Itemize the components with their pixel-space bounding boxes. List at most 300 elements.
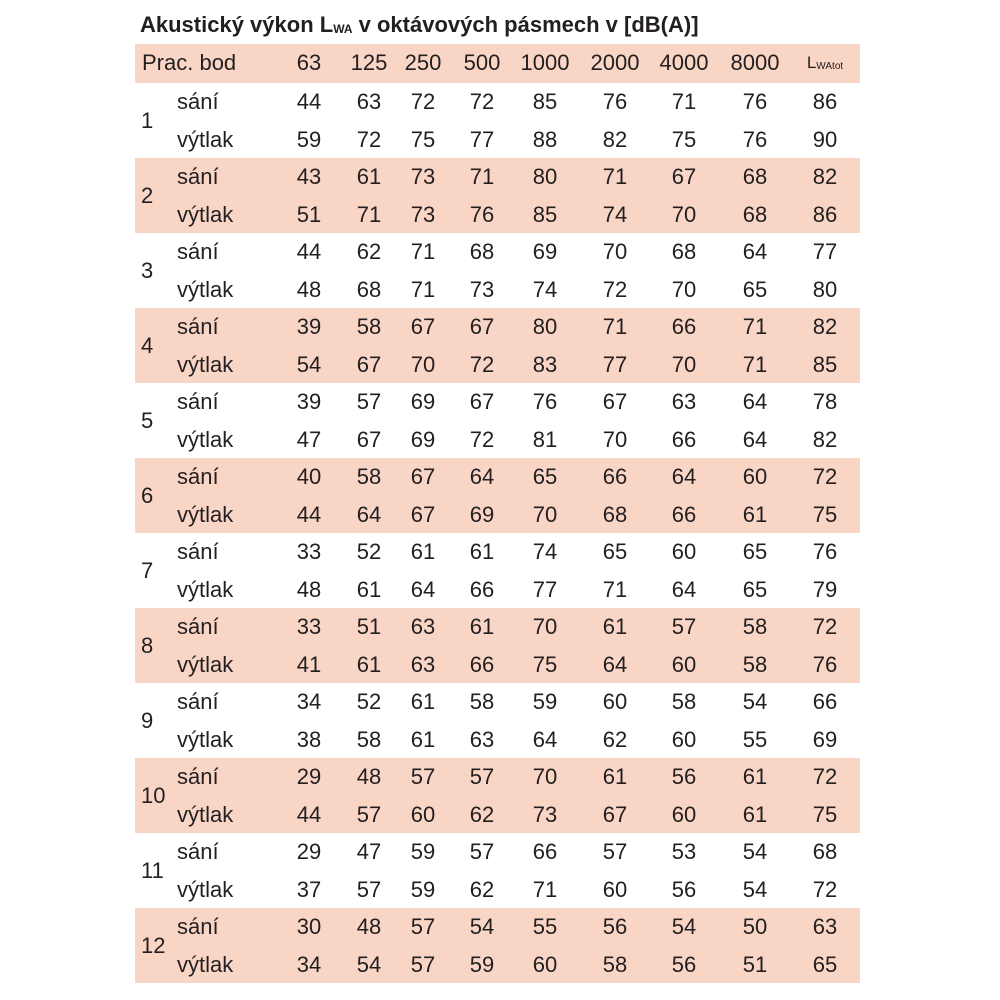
value-250: 70 [410, 351, 436, 377]
value-2000: 70 [602, 239, 628, 264]
value-500: 71 [469, 164, 495, 189]
value-8000: 68 [742, 164, 768, 189]
value-4000: 68 [671, 239, 697, 264]
value-500: 69 [469, 501, 495, 527]
value-250: 71 [410, 239, 436, 264]
value-2000: 60 [602, 689, 628, 714]
value-1000: 66 [532, 839, 558, 864]
value-8000: 64 [742, 426, 768, 452]
value-1000: 74 [532, 539, 558, 564]
value-63: 40 [296, 464, 322, 489]
value-1000: 55 [532, 914, 558, 939]
point-group-1 [135, 83, 860, 158]
value-125: 48 [356, 764, 382, 789]
value-125: 71 [356, 201, 382, 227]
value-250: 69 [410, 426, 436, 452]
value-125: 61 [356, 164, 382, 189]
value-1000: 65 [532, 464, 558, 489]
value-2000: 68 [602, 501, 628, 527]
header-band-500: 500 [463, 50, 501, 75]
value-4000: 54 [671, 914, 697, 939]
vytlak-label: výtlak [177, 951, 234, 977]
value-4000: 60 [671, 726, 697, 752]
value-1000: 85 [532, 201, 558, 227]
value-63: 44 [296, 89, 322, 114]
table-row-sani [135, 458, 860, 496]
point-number: 10 [141, 783, 166, 808]
value-total: 80 [812, 276, 838, 302]
value-250: 61 [410, 539, 436, 564]
value-500: 62 [469, 876, 495, 902]
vytlak-label: výtlak [177, 201, 234, 227]
value-250: 69 [410, 389, 436, 414]
table-row-sani [135, 683, 860, 721]
point-group-5 [135, 383, 860, 458]
vytlak-label: výtlak [177, 726, 234, 752]
header-band-2000: 2000 [590, 50, 640, 75]
value-250: 73 [410, 201, 436, 227]
value-125: 62 [356, 239, 382, 264]
value-total: 78 [812, 389, 838, 414]
value-total: 68 [812, 839, 838, 864]
value-2000: 57 [602, 839, 628, 864]
point-group-2 [135, 158, 860, 233]
value-500: 62 [469, 801, 495, 827]
value-4000: 70 [671, 201, 697, 227]
value-500: 61 [469, 539, 495, 564]
value-500: 54 [469, 914, 495, 939]
value-125: 51 [356, 614, 382, 639]
value-63: 33 [296, 539, 322, 564]
value-8000: 58 [742, 651, 768, 677]
value-2000: 61 [602, 764, 628, 789]
vytlak-label: výtlak [177, 801, 234, 827]
point-number: 12 [141, 933, 166, 958]
table-row-vytlak [135, 346, 860, 384]
value-1000: 75 [532, 651, 558, 677]
point-number: 1 [141, 108, 154, 133]
value-8000: 60 [742, 464, 768, 489]
value-2000: 72 [602, 276, 628, 302]
value-2000: 82 [602, 126, 628, 152]
value-1000: 69 [532, 239, 558, 264]
value-8000: 58 [742, 614, 768, 639]
value-4000: 60 [671, 539, 697, 564]
value-total: 90 [812, 126, 838, 152]
value-125: 58 [356, 726, 382, 752]
table-row-vytlak [135, 196, 860, 234]
value-2000: 61 [602, 614, 628, 639]
value-63: 41 [296, 651, 322, 677]
point-group-11 [135, 833, 860, 908]
value-1000: 85 [532, 89, 558, 114]
sani-label: sání [177, 764, 219, 789]
value-63: 37 [296, 876, 322, 902]
value-125: 58 [356, 464, 382, 489]
value-500: 57 [469, 764, 495, 789]
value-250: 75 [410, 126, 436, 152]
point-group-8 [135, 608, 860, 683]
value-4000: 75 [671, 126, 697, 152]
table-row-vytlak [135, 121, 860, 159]
value-1000: 70 [532, 614, 558, 639]
vytlak-label: výtlak [177, 651, 234, 677]
value-250: 67 [410, 314, 436, 339]
value-125: 52 [356, 689, 382, 714]
value-8000: 50 [742, 914, 768, 939]
table-row-vytlak [135, 946, 860, 984]
value-8000: 54 [742, 689, 768, 714]
sani-label: sání [177, 164, 219, 189]
value-4000: 60 [671, 801, 697, 827]
value-125: 67 [356, 426, 382, 452]
point-group-7 [135, 533, 860, 608]
value-8000: 64 [742, 389, 768, 414]
value-2000: 56 [602, 914, 628, 939]
value-total: 75 [812, 801, 838, 827]
value-8000: 76 [742, 126, 768, 152]
value-4000: 53 [671, 839, 697, 864]
value-125: 58 [356, 314, 382, 339]
table-row-sani [135, 833, 860, 871]
value-63: 29 [296, 839, 322, 864]
value-63: 59 [296, 126, 322, 152]
value-63: 43 [296, 164, 322, 189]
value-2000: 62 [602, 726, 628, 752]
value-250: 60 [410, 801, 436, 827]
sani-label: sání [177, 314, 219, 339]
value-63: 44 [296, 501, 322, 527]
value-125: 72 [356, 126, 382, 152]
value-63: 38 [296, 726, 322, 752]
vytlak-label: výtlak [177, 576, 234, 602]
value-8000: 65 [742, 276, 768, 302]
table-row-sani [135, 758, 860, 796]
value-63: 39 [296, 314, 322, 339]
value-1000: 59 [532, 689, 558, 714]
sani-label: sání [177, 239, 219, 264]
table-row-vytlak [135, 871, 860, 909]
value-4000: 66 [671, 501, 697, 527]
value-8000: 55 [742, 726, 768, 752]
value-125: 67 [356, 351, 382, 377]
value-total: 82 [812, 426, 838, 452]
value-2000: 58 [602, 951, 628, 977]
header-band-125: 125 [350, 50, 388, 75]
value-250: 57 [410, 914, 436, 939]
value-250: 59 [410, 839, 436, 864]
value-125: 57 [356, 389, 382, 414]
vytlak-label: výtlak [177, 126, 234, 152]
value-500: 67 [469, 314, 495, 339]
value-63: 47 [296, 426, 322, 452]
value-2000: 71 [602, 164, 628, 189]
point-group-12 [135, 908, 860, 983]
vytlak-label: výtlak [177, 501, 234, 527]
value-500: 77 [469, 126, 495, 152]
value-total: 82 [812, 164, 838, 189]
value-500: 72 [469, 426, 495, 452]
value-250: 63 [410, 651, 436, 677]
vytlak-label: výtlak [177, 351, 234, 377]
value-total: 65 [812, 951, 838, 977]
sani-label: sání [177, 614, 219, 639]
point-number: 4 [141, 333, 154, 358]
value-500: 59 [469, 951, 495, 977]
value-8000: 54 [742, 839, 768, 864]
value-total: 77 [812, 239, 838, 264]
value-8000: 64 [742, 239, 768, 264]
sani-label: sání [177, 89, 219, 114]
value-63: 34 [296, 951, 322, 977]
value-total: 79 [812, 576, 838, 602]
table-row-vytlak [135, 496, 860, 534]
value-500: 73 [469, 276, 495, 302]
table-row-vytlak [135, 796, 860, 834]
value-250: 59 [410, 876, 436, 902]
value-250: 63 [410, 614, 436, 639]
point-number: 2 [141, 183, 154, 208]
title-suffix: v oktávových pásmech v [dB(A)] [352, 12, 699, 37]
value-4000: 56 [671, 951, 697, 977]
value-500: 68 [469, 239, 495, 264]
value-2000: 64 [602, 651, 628, 677]
point-group-3 [135, 233, 860, 308]
value-2000: 71 [602, 576, 628, 602]
table-header-row [135, 44, 860, 83]
point-number: 5 [141, 408, 154, 433]
value-4000: 66 [671, 426, 697, 452]
value-2000: 67 [602, 801, 628, 827]
value-2000: 60 [602, 876, 628, 902]
header-band-1000: 1000 [520, 50, 570, 75]
value-4000: 63 [671, 389, 697, 414]
value-2000: 66 [602, 464, 628, 489]
value-1000: 76 [532, 389, 558, 414]
sani-label: sání [177, 839, 219, 864]
value-total: 72 [812, 614, 838, 639]
value-8000: 54 [742, 876, 768, 902]
value-250: 61 [410, 689, 436, 714]
value-500: 63 [469, 726, 495, 752]
value-4000: 56 [671, 876, 697, 902]
value-4000: 67 [671, 164, 697, 189]
value-4000: 71 [671, 89, 697, 114]
value-2000: 77 [602, 351, 628, 377]
value-1000: 71 [532, 876, 558, 902]
header-point-label: Prac. bod [142, 50, 237, 75]
header-total-main: L [806, 53, 817, 72]
value-250: 61 [410, 726, 436, 752]
title-subscript: WA [333, 22, 353, 36]
value-1000: 60 [532, 951, 558, 977]
vytlak-label: výtlak [177, 876, 234, 902]
value-2000: 65 [602, 539, 628, 564]
sound-power-table [135, 44, 860, 983]
value-63: 44 [296, 239, 322, 264]
value-8000: 61 [742, 764, 768, 789]
value-4000: 70 [671, 351, 697, 377]
value-1000: 80 [532, 164, 558, 189]
table-row-vytlak [135, 571, 860, 609]
value-125: 64 [356, 501, 382, 527]
value-8000: 71 [742, 351, 768, 377]
value-8000: 65 [742, 539, 768, 564]
value-total: 63 [812, 914, 838, 939]
value-63: 51 [296, 201, 322, 227]
point-group-4 [135, 308, 860, 383]
value-125: 63 [356, 89, 382, 114]
value-8000: 71 [742, 314, 768, 339]
header-band-250: 250 [404, 50, 442, 75]
value-63: 29 [296, 764, 322, 789]
value-4000: 66 [671, 314, 697, 339]
point-group-9 [135, 683, 860, 758]
table-row-sani [135, 308, 860, 346]
value-1000: 74 [532, 276, 558, 302]
value-500: 61 [469, 614, 495, 639]
value-8000: 61 [742, 801, 768, 827]
value-500: 72 [469, 351, 495, 377]
table-row-sani [135, 233, 860, 271]
sani-label: sání [177, 389, 219, 414]
point-number: 3 [141, 258, 154, 283]
title-prefix: Akustický výkon L [140, 12, 334, 37]
value-63: 34 [296, 689, 322, 714]
value-total: 66 [812, 689, 838, 714]
vytlak-label: výtlak [177, 426, 234, 452]
value-2000: 74 [602, 201, 628, 227]
value-63: 39 [296, 389, 322, 414]
point-group-6 [135, 458, 860, 533]
table-row-vytlak [135, 646, 860, 684]
table-row-sani [135, 158, 860, 196]
table-row-sani [135, 908, 860, 946]
value-125: 57 [356, 876, 382, 902]
value-63: 48 [296, 576, 322, 602]
value-500: 76 [469, 201, 495, 227]
value-total: 76 [812, 539, 838, 564]
table-row-sani [135, 533, 860, 571]
value-8000: 68 [742, 201, 768, 227]
table-row-sani [135, 83, 860, 121]
value-125: 54 [356, 951, 382, 977]
value-63: 44 [296, 801, 322, 827]
value-2000: 67 [602, 389, 628, 414]
value-500: 66 [469, 576, 495, 602]
value-250: 71 [410, 276, 436, 302]
value-2000: 70 [602, 426, 628, 452]
value-total: 86 [812, 201, 838, 227]
value-1000: 83 [532, 351, 558, 377]
value-125: 57 [356, 801, 382, 827]
value-125: 47 [356, 839, 382, 864]
sani-label: sání [177, 539, 219, 564]
table-row-vytlak [135, 271, 860, 309]
value-250: 67 [410, 501, 436, 527]
value-500: 66 [469, 651, 495, 677]
value-total: 72 [812, 764, 838, 789]
value-63: 48 [296, 276, 322, 302]
header-band-8000: 8000 [730, 50, 780, 75]
value-63: 33 [296, 614, 322, 639]
value-total: 86 [812, 89, 838, 114]
value-1000: 81 [532, 426, 558, 452]
point-number: 11 [141, 858, 164, 883]
table-row-sani [135, 608, 860, 646]
point-number: 9 [141, 708, 154, 733]
value-1000: 80 [532, 314, 558, 339]
header-total-sub: WAtot [816, 61, 844, 72]
value-2000: 71 [602, 314, 628, 339]
value-1000: 64 [532, 726, 558, 752]
point-group-10 [135, 758, 860, 833]
header-total [795, 44, 855, 86]
value-1000: 88 [532, 126, 558, 152]
value-125: 61 [356, 651, 382, 677]
value-4000: 56 [671, 764, 697, 789]
value-4000: 64 [671, 576, 697, 602]
value-total: 85 [812, 351, 838, 377]
value-total: 82 [812, 314, 838, 339]
value-63: 54 [296, 351, 322, 377]
value-1000: 70 [532, 764, 558, 789]
value-500: 58 [469, 689, 495, 714]
value-125: 61 [356, 576, 382, 602]
value-250: 57 [410, 951, 436, 977]
header-band-4000: 4000 [659, 50, 709, 75]
table-row-vytlak [135, 721, 860, 759]
sani-label: sání [177, 689, 219, 714]
point-number: 7 [141, 558, 154, 583]
vytlak-label: výtlak [177, 276, 234, 302]
value-4000: 58 [671, 689, 697, 714]
value-2000: 76 [602, 89, 628, 114]
value-4000: 60 [671, 651, 697, 677]
value-250: 57 [410, 764, 436, 789]
sani-label: sání [177, 914, 219, 939]
point-number: 6 [141, 483, 154, 508]
value-total: 75 [812, 501, 838, 527]
value-4000: 70 [671, 276, 697, 302]
table-row-sani [135, 383, 860, 421]
value-125: 48 [356, 914, 382, 939]
value-8000: 61 [742, 501, 768, 527]
value-total: 72 [812, 876, 838, 902]
value-total: 69 [812, 726, 838, 752]
value-8000: 51 [742, 951, 768, 977]
table-title [140, 10, 699, 40]
value-total: 76 [812, 651, 838, 677]
value-125: 68 [356, 276, 382, 302]
table-row-vytlak [135, 421, 860, 459]
value-4000: 64 [671, 464, 697, 489]
value-500: 72 [469, 89, 495, 114]
value-250: 64 [410, 576, 436, 602]
value-63: 30 [296, 914, 322, 939]
value-4000: 57 [671, 614, 697, 639]
value-1000: 70 [532, 501, 558, 527]
value-250: 72 [410, 89, 436, 114]
value-1000: 77 [532, 576, 558, 602]
value-1000: 73 [532, 801, 558, 827]
value-250: 73 [410, 164, 436, 189]
value-250: 67 [410, 464, 436, 489]
value-8000: 65 [742, 576, 768, 602]
header-band-63: 63 [296, 50, 322, 75]
value-500: 67 [469, 389, 495, 414]
sani-label: sání [177, 464, 219, 489]
